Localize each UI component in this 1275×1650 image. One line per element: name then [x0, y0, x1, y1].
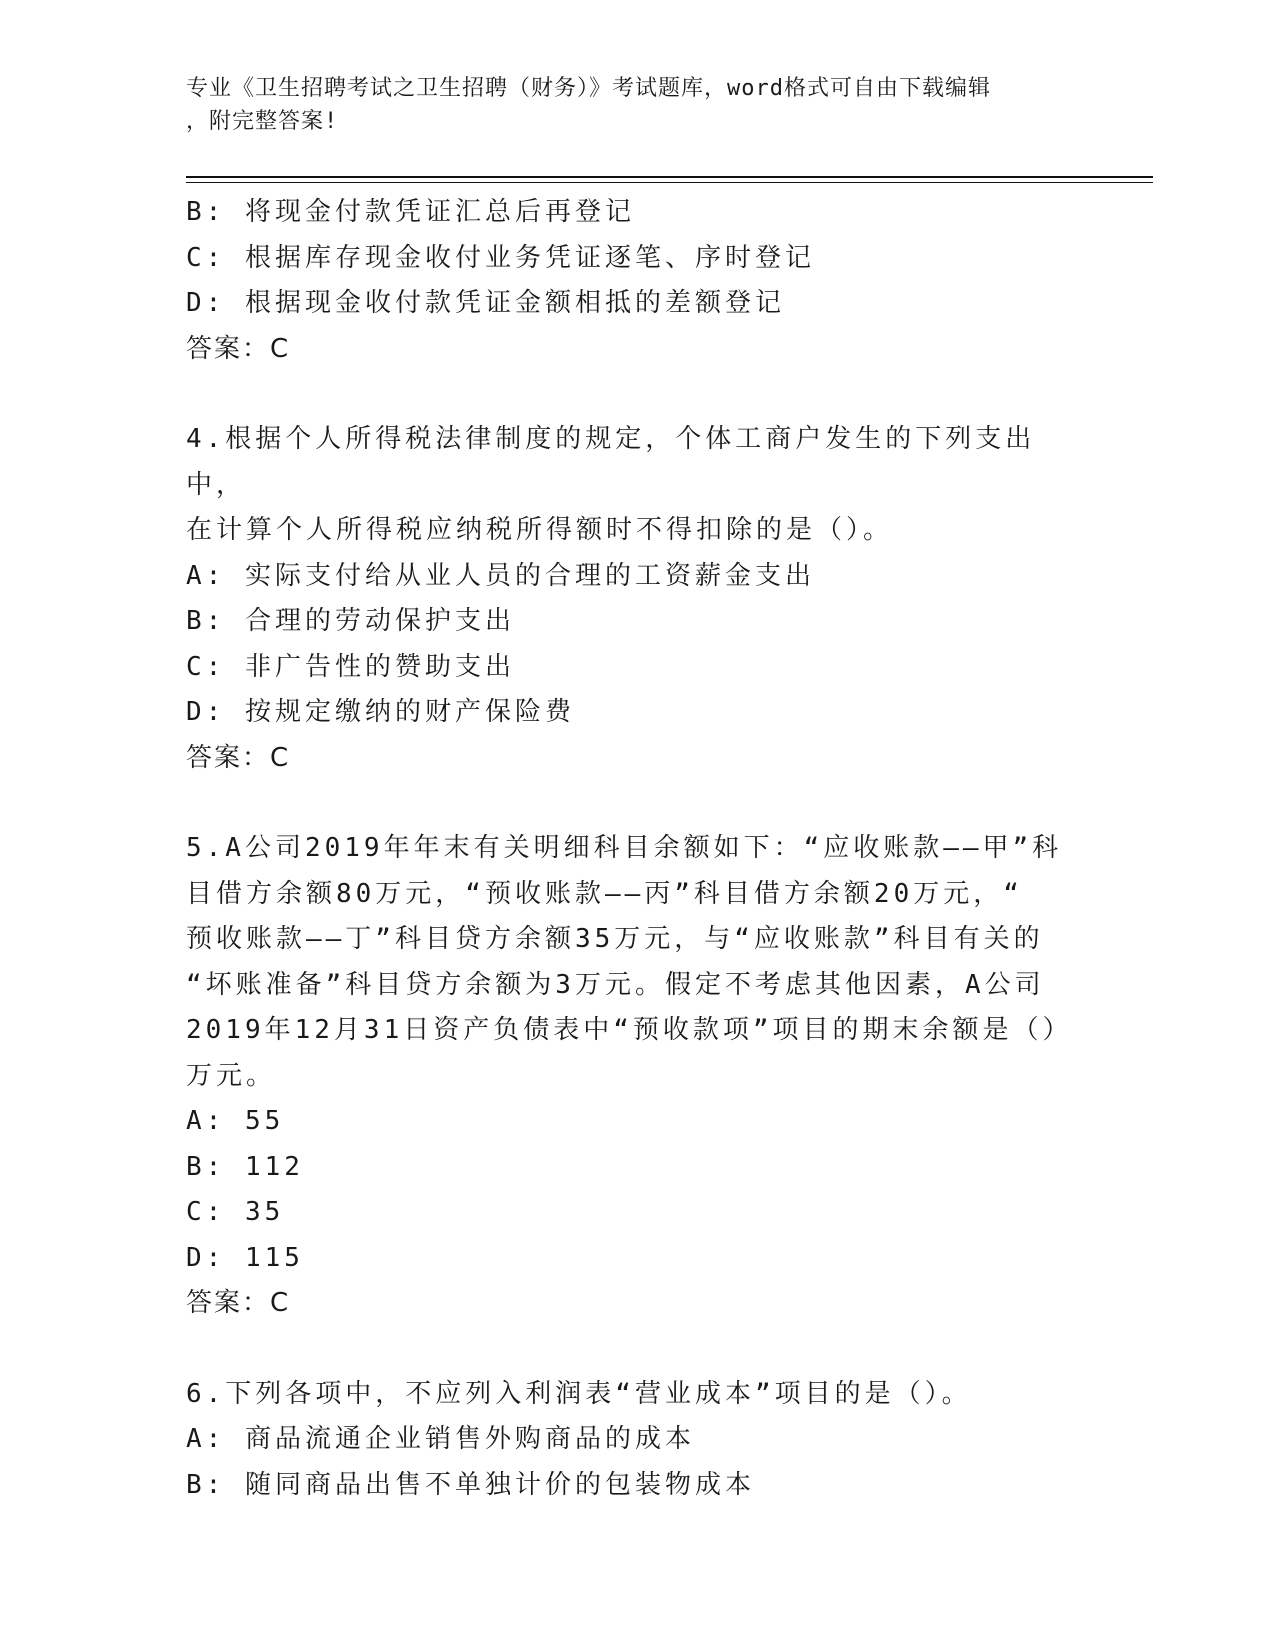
header-rule-thick: [186, 176, 1153, 178]
question-list: [186, 190, 1086, 1508]
option-c: C: 根据库存现金收付业务凭证逐笔、序时登记: [186, 242, 815, 273]
header-line-1: 专业《卫生招聘考试之卫生招聘（财务）》考试题库，word格式可自由下载编辑: [186, 76, 991, 101]
question-text-line: 在计算个人所得税应纳税所得额时不得扣除的是（）。: [186, 515, 894, 545]
option-b: B: 112: [186, 1151, 304, 1182]
question-3: [186, 190, 1086, 372]
question-text-line: 2019年12月31日资产负债表中“预收款项”项目的期末余额是（）: [186, 1015, 1073, 1045]
option-d: D: 根据现金收付款凭证金额相抵的差额登记: [186, 288, 785, 318]
option-c: C: 非广告性的赞助支出: [186, 651, 515, 682]
option-d: D: 115: [186, 1242, 304, 1273]
option-a: A: 实际支付给从业人员的合理的工资薪金支出: [186, 560, 815, 591]
question-text-line: 4.根据个人所得税法律制度的规定，个体工商户发生的下列支出中，: [186, 424, 1036, 500]
question-text-line: “坏账准备”科目贷方余额为3万元。假定不考虑其他因素，A公司: [186, 969, 1045, 1000]
option-a: A: 商品流通企业销售外购商品的成本: [186, 1424, 695, 1454]
question-6: [186, 1372, 1086, 1509]
question-text-line: 预收账款——丁”科目贷方余额35万元，与“应收账款”科目有关的: [186, 924, 1044, 954]
question-5: [186, 826, 1086, 1327]
option-d: D: 按规定缴纳的财产保险费: [186, 697, 575, 727]
question-text-line: 6.下列各项中，不应列入利润表“营业成本”项目的是（）。: [186, 1378, 972, 1409]
question-text-line: 5.A公司2019年年末有关明细科目余额如下：“应收账款——甲”科: [186, 833, 1063, 863]
header-rule-thin: [186, 182, 1153, 183]
question-text-line: 目借方余额80万元，“预收账款——丙”科目借方余额20万元，“: [186, 878, 1023, 909]
header-line-2: ，附完整答案!: [186, 109, 339, 134]
question-4: [186, 417, 1086, 781]
spacer: [186, 372, 1086, 417]
option-c: C: 35: [186, 1197, 285, 1227]
question-text-line: 万元。: [186, 1060, 277, 1091]
spacer: [186, 1327, 1086, 1372]
spacer: [186, 781, 1086, 826]
answer: 答案：C: [186, 333, 291, 364]
answer: 答案：C: [186, 1288, 291, 1318]
option-b: B: 将现金付款凭证汇总后再登记: [186, 197, 635, 227]
option-a: A: 55: [186, 1106, 285, 1136]
option-b: B: 随同商品出售不单独计价的包装物成本: [186, 1469, 755, 1500]
option-b: B: 合理的劳动保护支出: [186, 606, 515, 636]
answer: 答案：C: [186, 742, 291, 773]
document-header: [186, 72, 1066, 138]
